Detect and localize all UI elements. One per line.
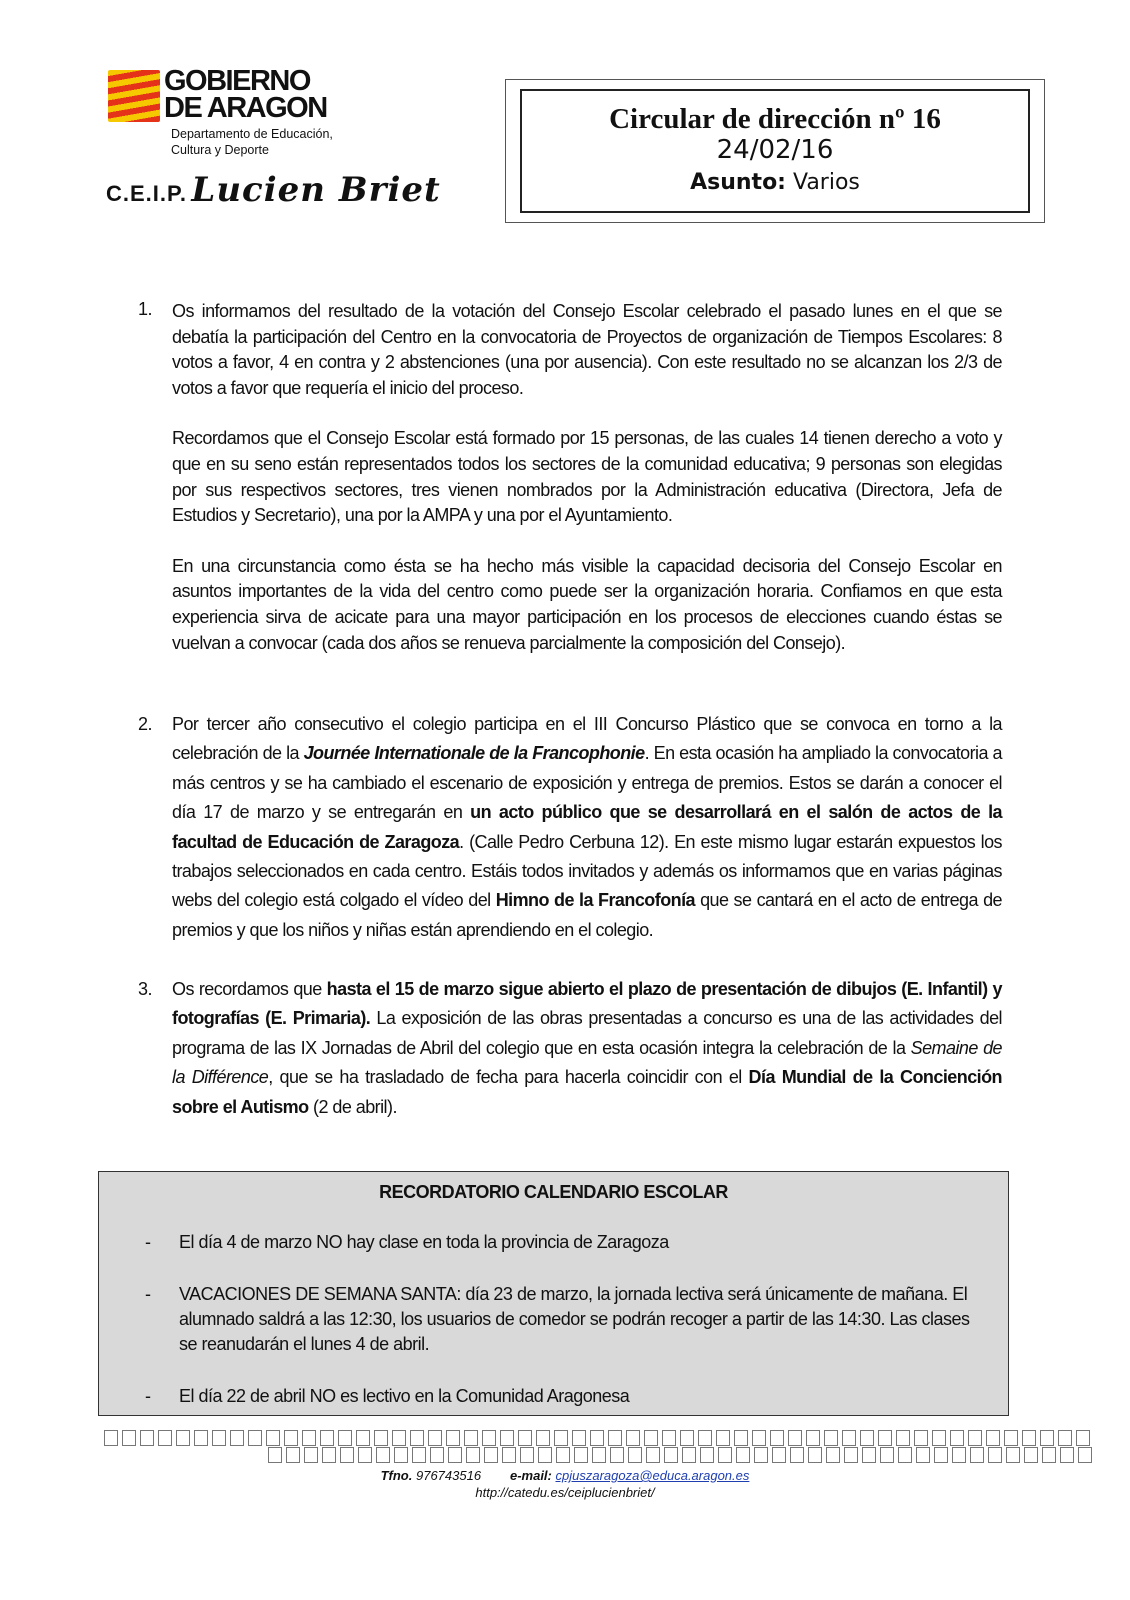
emphasis: Journée Internationale de la Francophonie <box>303 743 645 764</box>
emphasis: un acto público que se desarrollará en el salón de actos de la facultad de Educación de Zaragoza <box>172 802 1002 852</box>
glyph-box <box>464 1430 478 1446</box>
glyph-box <box>842 1430 856 1446</box>
glyph-box <box>896 1430 910 1446</box>
reminder-box <box>98 1171 1009 1416</box>
glyph-box <box>734 1430 748 1446</box>
glyph-box <box>502 1447 516 1463</box>
glyph-box <box>698 1430 712 1446</box>
glyph-box <box>376 1447 390 1463</box>
text: que se cantará en el acto de entrega de premios y que los niños y niñas están aprendiendo en el colegio. <box>172 890 1002 940</box>
paragraph: Recordamos que el Consejo Escolar está formado por 15 personas, de las cuales 14 tienen derecho a voto y que en su seno están representados todos los sectores de la comunidad educativa; 9 personas son elegidas por sus respectivos sectores, tres vienen nombrados por la Administración educativa (Directora, Jefa de Estudios y Secretario), una por la AMPA y una por el Ayuntamiento. <box>172 428 1002 526</box>
glyph-box <box>1058 1430 1072 1446</box>
reminder-item <box>145 1384 989 1409</box>
glyph-box <box>410 1430 424 1446</box>
item-number: 3. <box>138 979 152 999</box>
glyph-box <box>500 1430 514 1446</box>
glyph-box <box>770 1430 784 1446</box>
text: Por tercer año consecutivo el colegio participa en el III Concurso Plástico que se convoca en torno a la celebración de la <box>172 714 1002 764</box>
emphasis: Semaine de la Différence <box>172 1037 1002 1088</box>
circular-title: Circular de dirección nº 16 <box>609 103 941 135</box>
paragraph: En una circunstancia como ésta se ha hecho más visible la capacidad decisoria del Consejo Escolar en asuntos importantes de la vida del centro como puede ser la organización horaria. Confiamos en que esta experiencia sirva de acicate para una mayor participación en los procesos de elecciones cuando éstas se vuelvan a convocar (cada dos años se renueva parcialmente la composición del Consejo). <box>172 555 1002 653</box>
glyph-box <box>122 1430 136 1446</box>
glyph-box <box>664 1447 678 1463</box>
glyph-box <box>338 1430 352 1446</box>
reminder-text: VACACIONES DE SEMANA SANTA: día 23 de marzo, la jornada lectiva será únicamente de mañana. El alumnado saldrá a las 12:30, los usuarios de comedor se podrán recoger a partir de las 14:30. Las clases se reanudarán el lunes 4 de abril. <box>179 1284 970 1354</box>
phone: 976743516 <box>415 1468 482 1483</box>
glyph-box <box>176 1430 190 1446</box>
phone-label: Tfno. <box>380 1468 413 1483</box>
glyph-box <box>266 1430 280 1446</box>
glyph-box <box>790 1447 804 1463</box>
reminder-item <box>145 1230 989 1255</box>
glyph-box <box>518 1430 532 1446</box>
glyph-box <box>268 1447 282 1463</box>
emphasis: Himno de la Francofonía <box>495 890 695 911</box>
glyph-box <box>428 1430 442 1446</box>
glyph-box <box>140 1430 154 1446</box>
subject-label: Asunto: <box>690 170 786 195</box>
glyph-box <box>302 1430 316 1446</box>
glyph-box <box>826 1447 840 1463</box>
glyph-box <box>844 1447 858 1463</box>
glyph-box <box>158 1430 172 1446</box>
item-number: 1. <box>138 299 152 319</box>
glyph-box <box>1022 1430 1036 1446</box>
glyph-box <box>718 1447 732 1463</box>
glyph-box <box>952 1447 966 1463</box>
glyph-box <box>736 1447 750 1463</box>
text: , que se ha trasladado de fecha para hacerla coincidir con el <box>268 1067 749 1088</box>
logo-line2: DE ARAGON <box>164 92 327 124</box>
dash: - <box>145 1386 151 1406</box>
emphasis: hasta el 15 de marzo sigue abierto el plazo de presentación de dibujos (E. Infantil) y fotografías (E. Primaria). <box>172 979 1002 1029</box>
glyph-box <box>554 1430 568 1446</box>
glyph-box <box>808 1447 822 1463</box>
email-label: e-mail: <box>509 1468 552 1483</box>
glyph-box <box>448 1447 462 1463</box>
glyph-box <box>610 1447 624 1463</box>
dash: - <box>145 1284 151 1304</box>
glyph-box <box>626 1430 640 1446</box>
glyph-box <box>932 1430 946 1446</box>
text: (2 de abril). <box>308 1096 397 1117</box>
emphasis: Día Mundial de la Conciención sobre el Autismo <box>172 1067 1002 1117</box>
glyph-box <box>592 1447 606 1463</box>
glyph-box <box>968 1430 982 1446</box>
missing-glyph-row <box>268 1447 1092 1463</box>
web-url[interactable]: http://catedu.es/ceiplucienbriet/ <box>475 1485 655 1500</box>
glyph-box <box>934 1447 948 1463</box>
glyph-box <box>644 1430 658 1446</box>
glyph-box <box>212 1430 226 1446</box>
item-number: 2. <box>138 714 152 734</box>
glyph-box <box>970 1447 984 1463</box>
department-name <box>171 126 333 158</box>
glyph-box <box>356 1430 370 1446</box>
dept-line2: Cultura y Deporte <box>171 143 269 157</box>
circular-subject <box>522 165 1028 201</box>
text: . (Calle Pedro Cerbuna 12). En este mismo lugar estarán expuestos los trabajos seleccionados en cada centro. Estáis todos invitados y además os informamos que en varias páginas webs del colegio está colgado el vídeo del <box>172 831 1002 911</box>
glyph-box <box>608 1430 622 1446</box>
email-link[interactable]: cpjuszaragoza@educa.aragon.es <box>555 1468 750 1483</box>
glyph-box <box>194 1430 208 1446</box>
glyph-box <box>916 1447 930 1463</box>
glyph-box <box>1042 1447 1056 1463</box>
reminder-title: RECORDATORIO CALENDARIO ESCOLAR <box>379 1182 728 1202</box>
glyph-box <box>628 1447 642 1463</box>
paragraph: Os informamos del resultado de la votación del Consejo Escolar celebrado el pasado lunes en el que se debatía la participación del Centro en la convocatoria de Proyectos de organización de Tiempos Escolares: 8 votos a favor, 4 en contra y 2 abstenciones (una por ausencia). Con este resultado no se alcanzan los 2/3 de votos a favor que requería el inicio del proceso. <box>172 301 1002 398</box>
item-2 <box>138 710 1002 945</box>
glyph-box <box>950 1430 964 1446</box>
glyph-box <box>556 1447 570 1463</box>
text: Os recordamos que <box>172 979 327 999</box>
item-1 <box>138 299 1002 681</box>
glyph-box <box>754 1447 768 1463</box>
glyph-box <box>304 1447 318 1463</box>
glyph-box <box>1078 1447 1092 1463</box>
reminder-text: El día 22 de abril NO es lectivo en la Comunidad Aragonesa <box>179 1386 630 1406</box>
glyph-box <box>482 1430 496 1446</box>
glyph-box <box>1040 1430 1054 1446</box>
glyph-box <box>286 1447 300 1463</box>
glyph-box <box>646 1447 660 1463</box>
glyph-box <box>248 1430 262 1446</box>
glyph-box <box>1006 1447 1020 1463</box>
item-3 <box>138 975 1002 1122</box>
glyph-box <box>878 1430 892 1446</box>
school-name <box>106 170 441 210</box>
glyph-box <box>538 1447 552 1463</box>
glyph-box <box>680 1430 694 1446</box>
glyph-box <box>536 1430 550 1446</box>
school-name-script: Lucien Briet <box>191 170 441 210</box>
glyph-box <box>466 1447 480 1463</box>
glyph-box <box>572 1430 586 1446</box>
glyph-box <box>394 1447 408 1463</box>
glyph-box <box>824 1430 838 1446</box>
glyph-box <box>104 1430 118 1446</box>
glyph-box <box>520 1447 534 1463</box>
subject-value: Varios <box>792 170 860 195</box>
glyph-box <box>752 1430 766 1446</box>
glyph-box <box>862 1447 876 1463</box>
missing-glyph-row <box>104 1430 1090 1446</box>
text: . En esta ocasión ha ampliado la convocatoria a más centros y se ha cambiado el escenario de exposición y entrega de premios. Estos se darán a conocer el día 17 de marzo y se entregarán en <box>172 743 1002 823</box>
glyph-box <box>806 1430 820 1446</box>
glyph-box <box>682 1447 696 1463</box>
glyph-box <box>716 1430 730 1446</box>
aragon-flag-icon <box>108 70 160 122</box>
logo-line1: GOBIERNO <box>164 65 310 97</box>
reminder-item <box>145 1282 989 1357</box>
dash: - <box>145 1232 151 1252</box>
glyph-box <box>392 1430 406 1446</box>
logo-text <box>164 65 327 124</box>
glyph-box <box>914 1430 928 1446</box>
circular-date: 24/02/16 <box>716 135 834 165</box>
glyph-box <box>446 1430 460 1446</box>
glyph-box <box>322 1447 336 1463</box>
glyph-box <box>986 1430 1000 1446</box>
glyph-box <box>772 1447 786 1463</box>
glyph-box <box>284 1430 298 1446</box>
glyph-box <box>484 1447 498 1463</box>
glyph-box <box>788 1430 802 1446</box>
dept-line1: Departamento de Educación, <box>171 127 333 141</box>
glyph-box <box>230 1430 244 1446</box>
glyph-box <box>1076 1430 1090 1446</box>
glyph-box <box>880 1447 894 1463</box>
glyph-box <box>988 1447 1002 1463</box>
glyph-box <box>430 1447 444 1463</box>
glyph-box <box>358 1447 372 1463</box>
glyph-box <box>374 1430 388 1446</box>
footer-contact <box>0 1468 1130 1483</box>
text: La exposición de las obras presentadas a concurso es una de las actividades del programa de las IX Jornadas de Abril del colegio que en esta ocasión integra la celebración de la <box>172 1008 1002 1058</box>
glyph-box <box>700 1447 714 1463</box>
title-box <box>505 79 1045 223</box>
glyph-box <box>898 1447 912 1463</box>
glyph-box <box>320 1430 334 1446</box>
glyph-box <box>860 1430 874 1446</box>
glyph-box <box>1004 1430 1018 1446</box>
glyph-box <box>340 1447 354 1463</box>
glyph-box <box>1060 1447 1074 1463</box>
glyph-box <box>412 1447 426 1463</box>
reminder-text: El día 4 de marzo NO hay clase en toda la provincia de Zaragoza <box>179 1232 669 1252</box>
school-prefix: C.E.I.P. <box>106 181 187 206</box>
glyph-box <box>662 1430 676 1446</box>
glyph-box <box>1024 1447 1038 1463</box>
glyph-box <box>590 1430 604 1446</box>
footer-web <box>0 1485 1130 1500</box>
glyph-box <box>574 1447 588 1463</box>
